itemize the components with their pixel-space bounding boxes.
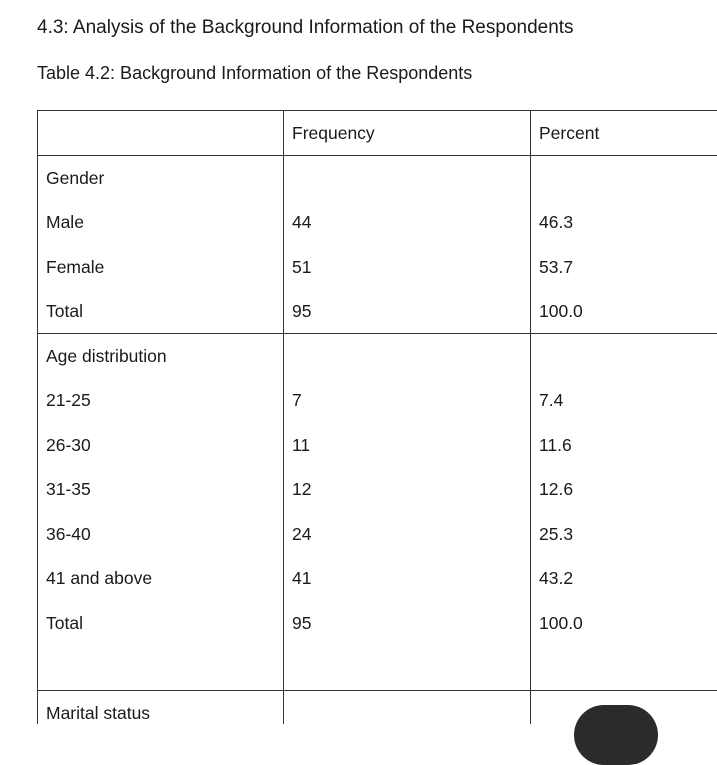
section-heading: 4.3: Analysis of the Background Information of the Respondents xyxy=(37,17,574,39)
header-cell-frequency: Frequency xyxy=(284,111,531,156)
row-percent: 11.6 xyxy=(531,423,717,468)
header-cell-label xyxy=(38,111,284,156)
section-title-gender: Gender xyxy=(38,156,284,201)
row-percent: 53.7 xyxy=(531,245,717,290)
row-frequency: 12 xyxy=(284,467,531,512)
row-percent: 7.4 xyxy=(531,378,717,423)
row-label: 31-35 xyxy=(38,467,284,512)
section-title-marital: Marital status xyxy=(38,690,284,724)
table-row xyxy=(38,378,717,423)
row-frequency: 44 xyxy=(284,200,531,245)
table-row xyxy=(38,423,717,468)
background-info-table xyxy=(37,110,717,724)
row-percent: 25.3 xyxy=(531,512,717,557)
row-frequency: 7 xyxy=(284,378,531,423)
row-frequency: 11 xyxy=(284,423,531,468)
row-label: 41 and above xyxy=(38,556,284,601)
row-label: Female xyxy=(38,245,284,290)
table-container xyxy=(37,110,717,724)
row-label: Male xyxy=(38,200,284,245)
row-percent: 46.3 xyxy=(531,200,717,245)
table-row-total xyxy=(38,601,717,646)
table-spacer-row xyxy=(38,645,717,690)
row-label: 26-30 xyxy=(38,423,284,468)
table-row xyxy=(38,200,717,245)
row-label: Total xyxy=(38,601,284,646)
table-row-total xyxy=(38,289,717,334)
table-header-row xyxy=(38,111,717,156)
floating-action-button[interactable] xyxy=(574,705,658,765)
row-frequency: 51 xyxy=(284,245,531,290)
row-percent: 12.6 xyxy=(531,467,717,512)
table-row xyxy=(38,512,717,557)
section-title-row xyxy=(38,156,717,201)
row-label: 36-40 xyxy=(38,512,284,557)
row-frequency: 95 xyxy=(284,289,531,334)
section-title-age: Age distribution xyxy=(38,334,284,379)
table-row xyxy=(38,467,717,512)
table-row xyxy=(38,245,717,290)
row-label: 21-25 xyxy=(38,378,284,423)
table-row xyxy=(38,556,717,601)
row-frequency: 24 xyxy=(284,512,531,557)
header-cell-percent: Percent xyxy=(531,111,717,156)
table-caption: Table 4.2: Background Information of the Respondents xyxy=(37,63,472,84)
row-percent: 43.2 xyxy=(531,556,717,601)
row-label: Total xyxy=(38,289,284,334)
row-percent: 100.0 xyxy=(531,289,717,334)
section-title-row xyxy=(38,334,717,379)
row-percent: 100.0 xyxy=(531,601,717,646)
row-frequency: 41 xyxy=(284,556,531,601)
row-frequency: 95 xyxy=(284,601,531,646)
